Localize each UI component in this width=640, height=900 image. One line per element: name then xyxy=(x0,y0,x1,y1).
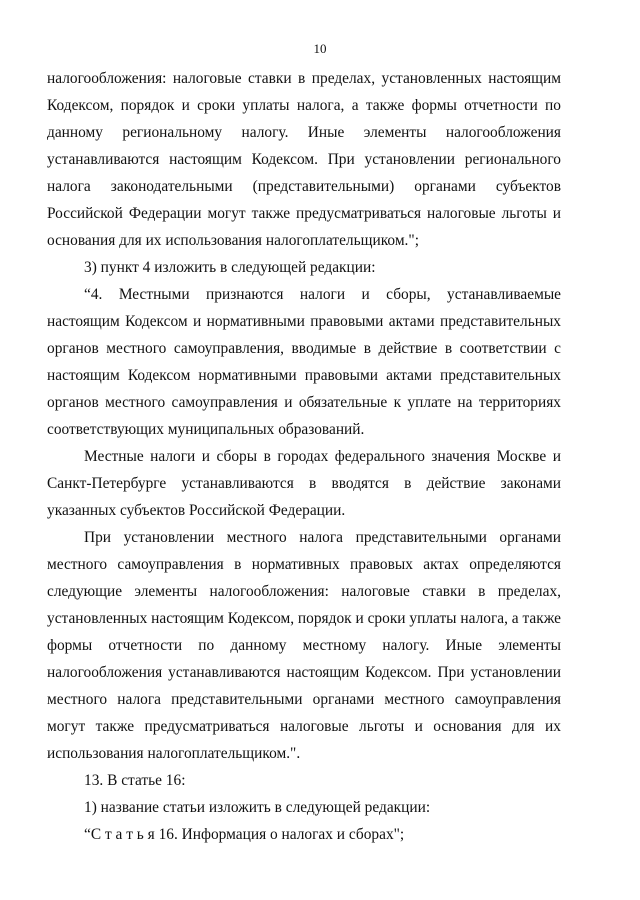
paragraph-local-tax-elements: При установлении местного налога представительными органами местного самоуправления в нормативных правовых актах определяются следующие элементы налогообложения: налоговые ставки в пределах, установленных настоящим Кодексом, порядок и сроки уплаты налога, а также формы отчетности по данному местному налогу. Иные элементы налогообложения устанавливаются настоящим Кодексом. При установлении местного налога представительными органами местного самоуправления могут также предусматриваться налоговые льготы и основания для их использования налогоплательщиком.". xyxy=(47,529,561,762)
paragraph-point-4: “4. Местными признаются налоги и сборы, устанавливаемые настоящим Кодексом и нормативными правовыми актами представительных органов местного самоуправления, вводимые в действие в соответствии с настоящим Кодексом нормативными правовыми актами представительных органов местного самоуправления и обязательные к уплате на территориях соответствующих муниципальных образований. xyxy=(47,286,561,438)
paragraph-federal-cities: Местные налоги и сборы в городах федерального значения Москве и Санкт-Петербурге устанавливаются в вводятся в действие законами указанных субъектов Российской Федерации. xyxy=(47,448,561,519)
paragraph-item-1: 1) название статьи изложить в следующей редакции: xyxy=(84,799,431,816)
page-number: 10 xyxy=(313,41,327,56)
paragraph-article-16: 13. В статье 16: xyxy=(84,772,186,789)
paragraph-article-title: “С т а т ь я 16. Информация о налогах и сборах"; xyxy=(84,826,405,843)
document-body xyxy=(47,65,561,848)
paragraph-continuation: налогообложения: налоговые ставки в пределах, установленных настоящим Кодексом, порядок и сроки уплаты налога, а также формы отчетности по данному региональному налогу. Иные элементы налогообложения устанавливаются настоящим Кодексом. При установлении регионального налога законодательными (представительными) органами субъектов Российской Федерации могут также предусматриваться налоговые льготы и основания для их использования налогоплательщиком."; xyxy=(47,70,561,249)
paragraph-item-3: 3) пункт 4 изложить в следующей редакции: xyxy=(84,259,376,276)
